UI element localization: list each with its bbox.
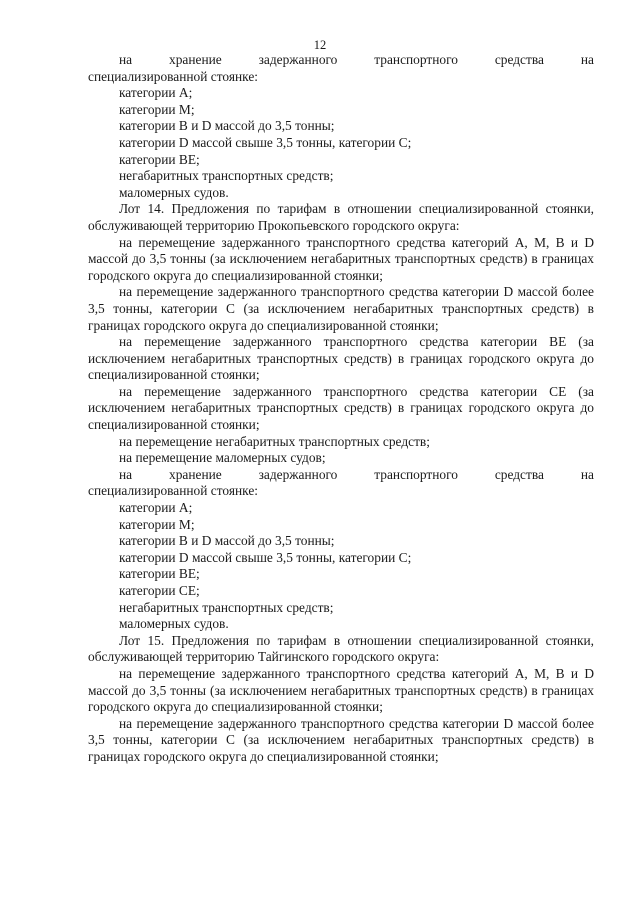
- category-item: маломерных судов.: [119, 184, 229, 200]
- word: задержанного: [258, 466, 338, 482]
- category-item: категории D массой свыше 3,5 тонны, категории С;: [119, 134, 412, 150]
- storage-line-cont: специализированной стоянке:: [88, 483, 258, 499]
- page-number: 12: [313, 38, 327, 52]
- move-item: на перемещение маломерных судов;: [119, 450, 326, 466]
- word: средства: [494, 466, 544, 482]
- word: средства: [494, 52, 544, 67]
- word: на: [119, 466, 133, 482]
- word: хранение: [169, 52, 222, 67]
- category-item: категории ВЕ;: [119, 566, 200, 582]
- storage-line: [88, 52, 594, 69]
- category-item: негабаритных транспортных средств;: [119, 168, 334, 184]
- word: транспортного: [374, 466, 458, 482]
- move-item: на перемещение задержанного транспортного средства категорий А, М, В и D массой до 3,5 тонны (за исключением негабаритных транспортных средств) в границах городского округа до специализированной стоянки;: [88, 665, 594, 715]
- category-item: категории В и D массой до 3,5 тонны;: [119, 533, 335, 549]
- word: на: [119, 52, 133, 67]
- category-item: маломерных судов.: [119, 616, 229, 632]
- storage-line: [88, 467, 594, 484]
- lot-15-intro: Лот 15. Предложения по тарифам в отношении специализированной стоянки, обслуживающей территорию Тайгинского городского округа:: [88, 632, 594, 665]
- move-item: на перемещение задержанного транспортного средства категории D массой более 3,5 тонны, категории С (за исключением негабаритных транспортных средств) в границах городского округа до специализированной стоянки;: [88, 715, 594, 764]
- word: задержанного: [258, 52, 338, 67]
- move-item: на перемещение задержанного транспортного средства категорий А, М, В и D массой до 3,5 тонны (за исключением негабаритных транспортных средств) в границах городского округа до специализированной стоянки;: [88, 234, 594, 283]
- category-item: категории А;: [119, 500, 193, 516]
- category-item: категории ВЕ;: [119, 151, 200, 167]
- category-item: категории А;: [119, 85, 193, 101]
- document-body: [88, 52, 594, 766]
- storage-line-cont: специализированной стоянке:: [88, 68, 258, 84]
- move-item: на перемещение задержанного транспортного средства категории ВЕ (за исключением негабаритных транспортных средств) в границах городского округа до специализированной стоянки;: [88, 334, 594, 383]
- lot-14-intro: Лот 14. Предложения по тарифам в отношении специализированной стоянки, обслуживающей территорию Прокопьевского городского округа:: [88, 201, 594, 233]
- category-item: категории М;: [119, 516, 195, 532]
- move-item: на перемещение задержанного транспортного средства категории СЕ (за исключением негабаритных транспортных средств) в границах городского округа до специализированной стоянки;: [88, 383, 594, 433]
- category-item: категории М;: [119, 101, 195, 117]
- move-item: на перемещение задержанного транспортного средства категории D массой более 3,5 тонны, категории С (за исключением негабаритных транспортных средств) в границах городского округа до специализированной стоянки;: [88, 284, 594, 333]
- category-item: категории В и D массой до 3,5 тонны;: [119, 118, 335, 134]
- move-item: на перемещение негабаритных транспортных средств;: [119, 433, 430, 449]
- word: на: [580, 52, 594, 67]
- category-item: категории СЕ;: [119, 583, 200, 598]
- word: транспортного: [374, 52, 458, 67]
- category-item: категории D массой свыше 3,5 тонны, категории С;: [119, 549, 412, 565]
- category-item: негабаритных транспортных средств;: [119, 599, 334, 615]
- word: на: [580, 466, 594, 482]
- word: хранение: [169, 466, 222, 482]
